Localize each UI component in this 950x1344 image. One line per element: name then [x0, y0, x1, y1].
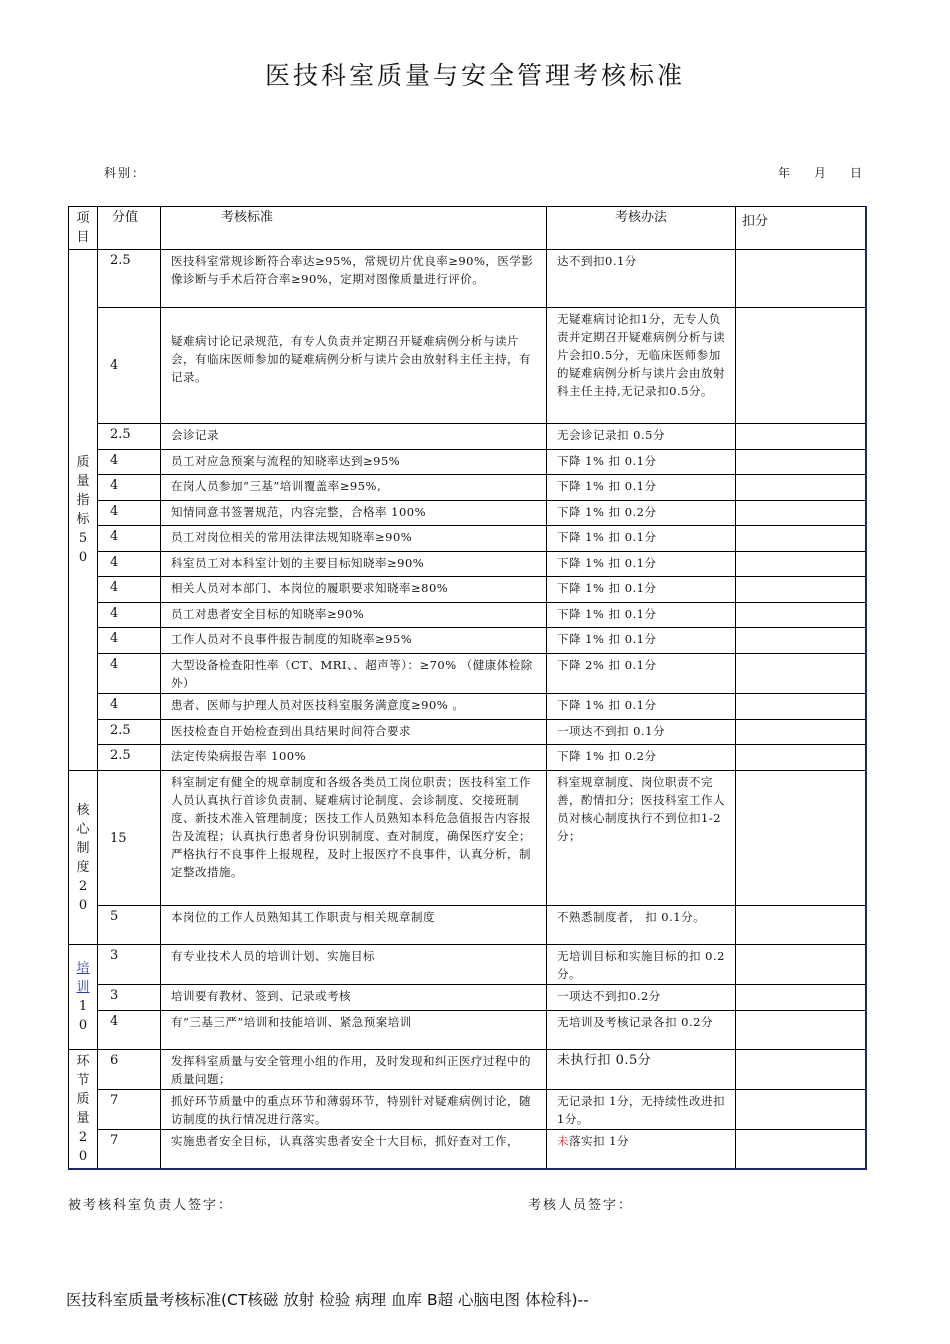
- method-cell: 下降 1% 扣 0.1分: [547, 603, 736, 628]
- standard-cell: 会诊记录: [161, 424, 547, 450]
- header-deduct: 扣分: [736, 207, 866, 250]
- standard-cell: 大型设备检查阳性率（CT、MRI、、超声等）：≥70% （健康体检除外）: [161, 654, 547, 694]
- standard-cell: 在岗人员参加“三基”培训覆盖率≥95%,: [161, 475, 547, 501]
- score-cell: 3: [98, 985, 161, 1011]
- method-cell: 未执行扣 0.5分: [547, 1050, 736, 1090]
- table-row: [69, 603, 866, 628]
- method-cell: 无疑难病讨论扣1分，无专人负责并定期召开疑难病例分析与读片会扣0.5分，无临床医师参加的疑难病例分析与读片会由放射科主任主持,无记录扣0.5分。: [547, 308, 736, 424]
- method-cell: 下降 1% 扣 0.1分: [547, 577, 736, 603]
- deduct-cell[interactable]: [736, 1011, 866, 1050]
- document-footer: 医技科室质量考核标准(CT核磁 放射 检验 病理 血库 B超 心脑电图 体检科)--: [66, 1291, 589, 1309]
- score-cell: 4: [98, 1011, 161, 1050]
- table-row: [69, 501, 866, 526]
- date-day: 日: [850, 166, 863, 180]
- standard-cell: 本岗位的工作人员熟知其工作职责与相关规章制度: [161, 906, 547, 945]
- method-cell: 下降 1% 扣 0.1分: [547, 628, 736, 654]
- deduct-cell[interactable]: [736, 628, 866, 654]
- score-cell: 2.5: [98, 720, 161, 745]
- section-quality-indicators: 质量指标50: [69, 250, 98, 771]
- method-cell: 一项达不到扣 0.1分: [547, 720, 736, 745]
- deduct-cell[interactable]: [736, 526, 866, 552]
- standard-cell: 相关人员对本部门、本岗位的履职要求知晓率≥80%: [161, 577, 547, 603]
- deduct-cell[interactable]: [736, 771, 866, 906]
- deduct-cell[interactable]: [736, 720, 866, 745]
- method-cell: 下降 1% 扣 0.1分: [547, 552, 736, 577]
- score-cell: 6: [98, 1050, 161, 1090]
- section-process-quality: 环节质量20: [69, 1050, 98, 1169]
- standard-cell: 发挥科室质量与安全管理小组的作用，及时发现和纠正医疗过程中的质量问题；: [161, 1050, 547, 1090]
- score-cell: 4: [98, 475, 161, 501]
- standard-cell: 抓好环节质量中的重点环节和薄弱环节，特别针对疑难病例讨论，随访制度的执行情况进行落实。: [161, 1090, 547, 1130]
- score-cell: 3: [98, 945, 161, 985]
- standard-cell: 科室员工对本科室计划的主要目标知晓率≥90%: [161, 552, 547, 577]
- method-highlight: 未: [557, 1134, 569, 1148]
- score-cell: 4: [98, 577, 161, 603]
- method-cell: 科室规章制度、岗位职责不完善，酌情扣分；医技科室工作人员对核心制度执行不到位扣1-2分；: [547, 771, 736, 906]
- method-cell: 无培训目标和实施目标的扣 0.2分。: [547, 945, 736, 985]
- deduct-cell[interactable]: [736, 552, 866, 577]
- deduct-cell[interactable]: [736, 1130, 866, 1169]
- score-cell: 4: [98, 603, 161, 628]
- score-cell: 2.5: [98, 424, 161, 450]
- deduct-cell[interactable]: [736, 985, 866, 1011]
- standard-cell: 培训要有教材、签到、记录或考核: [161, 985, 547, 1011]
- table-row: [69, 1090, 866, 1130]
- method-cell: 无培训及考核记录各扣 0.2分: [547, 1011, 736, 1050]
- score-cell: 4: [98, 552, 161, 577]
- score-cell: 7: [98, 1130, 161, 1169]
- department-label: 科别：: [104, 166, 147, 180]
- score-cell: 15: [98, 771, 161, 906]
- table-row: [69, 450, 866, 475]
- dept-head-signature-label: 被考核科室负责人签字：: [68, 1198, 234, 1213]
- score-cell: 5: [98, 906, 161, 945]
- table-row: [69, 577, 866, 603]
- method-cell: 无记录扣 1分，无持续性改进扣 1分。: [547, 1090, 736, 1130]
- deduct-cell[interactable]: [736, 250, 866, 308]
- date-month: 月: [814, 166, 827, 180]
- table-row: [69, 720, 866, 745]
- standard-cell: 医技科室常规诊断符合率达≥95%，常规切片优良率≥90%，医学影像诊断与手术后符合率≥90%，定期对图像质量进行评价。: [161, 250, 547, 308]
- deduct-cell[interactable]: [736, 501, 866, 526]
- table-row: [69, 308, 866, 424]
- page-title: 医技科室质量与安全管理考核标准: [264, 61, 685, 90]
- method-cell: 一项达不到扣0.2分: [547, 985, 736, 1011]
- deduct-cell[interactable]: [736, 906, 866, 945]
- standard-cell: 法定传染病报告率 100%: [161, 745, 547, 771]
- deduct-cell[interactable]: [736, 475, 866, 501]
- standard-cell: 员工对应急预案与流程的知晓率达到≥95%: [161, 450, 547, 475]
- table-row: [69, 628, 866, 654]
- standard-cell: 员工对患者安全目标的知晓率≥90%: [161, 603, 547, 628]
- standard-cell: 医技检查自开始检查到出具结果时间符合要求: [161, 720, 547, 745]
- score-cell: 2.5: [98, 250, 161, 308]
- table-row: [69, 1130, 866, 1169]
- assessor-signature-label: 考核人员签字：: [528, 1198, 634, 1213]
- method-cell: 下降 1% 扣 0.2分: [547, 501, 736, 526]
- assessment-table: [68, 206, 867, 1170]
- score-cell: 4: [98, 628, 161, 654]
- method-cell: 达不到扣0.1分: [547, 250, 736, 308]
- section-core-systems: 核心制度20: [69, 771, 98, 945]
- deduct-cell[interactable]: [736, 694, 866, 720]
- table-header-row: [69, 207, 866, 250]
- standard-cell: 有“三基三严”培训和技能培训、紧急预案培训: [161, 1011, 547, 1050]
- method-cell: 下降 1% 扣 0.1分: [547, 526, 736, 552]
- training-link[interactable]: 培训: [76, 961, 90, 995]
- score-cell: 4: [98, 450, 161, 475]
- score-cell: 4: [98, 526, 161, 552]
- header-method: 考核办法: [547, 207, 736, 250]
- method-rest: 落实扣 1分: [569, 1134, 629, 1148]
- deduct-cell[interactable]: [736, 1090, 866, 1130]
- date-fields: [778, 164, 886, 181]
- header-score: 分值: [98, 207, 161, 250]
- deduct-cell[interactable]: [736, 603, 866, 628]
- table-row: [69, 424, 866, 450]
- standard-cell: 有专业技术人员的培训计划、实施目标: [161, 945, 547, 985]
- table-row: [69, 985, 866, 1011]
- standard-cell: 患者、医师与护理人员对医技科室服务满意度≥90% 。: [161, 694, 547, 720]
- table-row: [69, 526, 866, 552]
- date-year: 年: [778, 166, 791, 180]
- standard-cell: 实施患者安全目标，认真落实患者安全十大目标，抓好查对工作，: [161, 1130, 547, 1169]
- table-row: [69, 1011, 866, 1050]
- deduct-cell[interactable]: [736, 654, 866, 694]
- method-cell: 下降 2% 扣 0.1分: [547, 654, 736, 694]
- table-row: [69, 771, 866, 906]
- deduct-cell[interactable]: [736, 1050, 866, 1090]
- deduct-cell[interactable]: [736, 308, 866, 424]
- training-score: 10: [78, 999, 88, 1033]
- section-training: [69, 945, 98, 1050]
- score-cell: 4: [98, 694, 161, 720]
- table-row: [69, 945, 866, 985]
- table-row: [69, 250, 866, 308]
- deduct-cell[interactable]: [736, 945, 866, 985]
- standard-cell: 科室制定有健全的规章制度和各级各类员工岗位职责；医技科室工作人员认真执行首诊负责制、疑难病讨论制度、会诊制度、交接班制度、新技术准入管理制度；医技工作人员熟知本科危急值报告内容报告及流程；认真执行患者身份识别制度、查对制度，确保医疗安全；严格执行不良事件上报规程，及时上报医疗不良事件，认真分析，制定整改措施。: [161, 771, 547, 906]
- method-cell: 下降 1% 扣 0.1分: [547, 694, 736, 720]
- deduct-cell[interactable]: [736, 450, 866, 475]
- standard-cell: 员工对岗位相关的常用法律法规知晓率≥90%: [161, 526, 547, 552]
- method-cell: 下降 1% 扣 0.2分: [547, 745, 736, 771]
- table-row: [69, 475, 866, 501]
- score-cell: 4: [98, 308, 161, 424]
- header-item: 项目: [69, 207, 98, 250]
- table-row: [69, 745, 866, 771]
- score-cell: 4: [98, 501, 161, 526]
- method-cell: 无会诊记录扣 0.5分: [547, 424, 736, 450]
- standard-cell: 知情同意书签署规范，内容完整，合格率 100%: [161, 501, 547, 526]
- deduct-cell[interactable]: [736, 745, 866, 771]
- score-cell: 4: [98, 654, 161, 694]
- score-cell: 2.5: [98, 745, 161, 771]
- table-row: [69, 694, 866, 720]
- standard-cell: 疑难病讨论记录规范，有专人负责并定期召开疑难病例分析与读片会，有临床医师参加的疑难病例分析与读片会由放射科主任主持，有记录。: [161, 308, 547, 424]
- method-cell: 不熟悉制度者， 扣 0.1分。: [547, 906, 736, 945]
- header-standard: 考核标准: [161, 207, 547, 250]
- deduct-cell[interactable]: [736, 424, 866, 450]
- method-cell: 下降 1% 扣 0.1分: [547, 475, 736, 501]
- deduct-cell[interactable]: [736, 577, 866, 603]
- score-cell: 7: [98, 1090, 161, 1130]
- method-cell: [547, 1130, 736, 1169]
- table-row: [69, 654, 866, 694]
- method-cell: 下降 1% 扣 0.1分: [547, 450, 736, 475]
- table-row: [69, 552, 866, 577]
- standard-cell: 工作人员对不良事件报告制度的知晓率≥95%: [161, 628, 547, 654]
- table-row: [69, 1050, 866, 1090]
- table-row: [69, 906, 866, 945]
